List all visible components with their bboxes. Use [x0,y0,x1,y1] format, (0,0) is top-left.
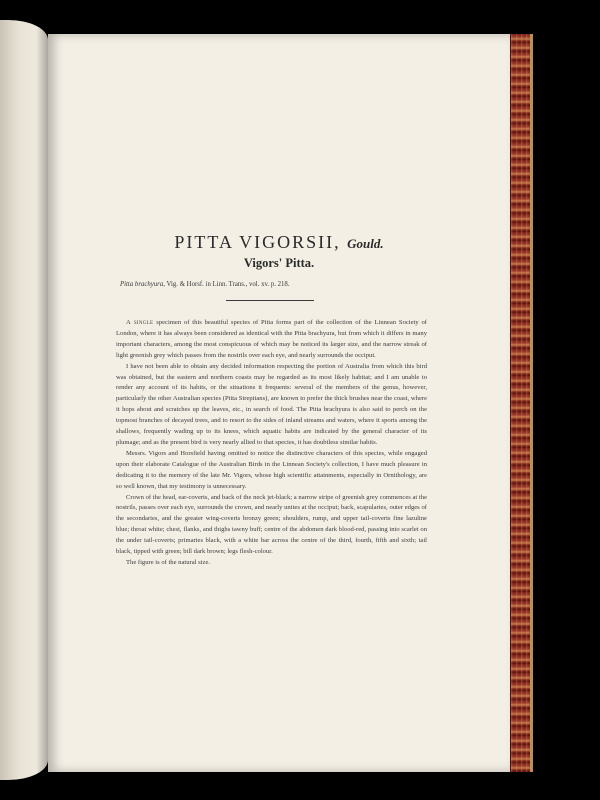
paragraph [116,318,427,362]
paragraph-text: Crown of the head, ear-coverts, and back of the neck jet-black; a narrow stripe of greenish grey commences at the nostrils, passes over each eye, surrounds the crown, and nearly unites at the occiput; back, scapularies, outer edges of the secondaries, and the greater wing-coverts bronzy green; shoulders, rump, and upper tail-coverts fine lazuline blue; throat white; chest, flanks, and thighs tawny buff; centre of the abdomen dark blood-red, passing into scarlet on the under tail-coverts; primaries black, with a white bar across the centre of the third, fourth, fifth and sixth; tail black, tipped with green; bill dark brown; legs flesh-colour. [116,493,427,556]
page-subtitle: Vigors' Pitta. [243,256,315,270]
synonym-citation: , Vig. & Horsf. in Linn. Trans., vol. xv. p. 218. [163,281,290,288]
paragraph-text: specimen of this beautiful species of Pitta forms part of the collection of the Linnean Society of London, where it has always been considered as identical with the Pitta brachyura, but from which it differs in many important characters, among the most conspicuous of which may be noticed its larger size, and the narrow streak of light greenish grey which passes from the nostrils over each eye, and nearly surrounds the occiput. [116,319,427,359]
paragraph [116,449,427,493]
gilt-edge [530,34,533,772]
paragraph-lead: A single [126,319,154,326]
paragraph-text: I have not been able to obtain any decided information respecting the portion of Australia from which this bird was obtained, but the eastern and northern coasts may be regarded as its most likely habitat; and I am unable to render any account of its habits, or the situations it frequents: several of the members of the genus, however, particularly the other Australian species (Pitta Strepitans), are known to prefer the thick brushes near the coast, where it hops about and scratches up the leaves, etc., in search of food. The Pitta brachyura is also said to perch on the topmost branches of decayed trees, and to resort to the sides of inland streams and waters, where it sports among the shallows, frequently wading up to its knees, which aquatic habits are indicated by the general character of its plumage; and as the present bird is very nearly allied to that species, it has doubtless similar habits. [116,362,427,446]
paragraph [116,362,427,449]
title-species: PITTA VIGORSII, [174,232,341,252]
paragraph [116,493,427,558]
marbled-edge [510,34,531,772]
paragraph-text: The figure is of the natural size. [126,558,211,566]
body-text [116,318,427,569]
synonym-species: Pitta brachyura [120,281,164,288]
paragraph-text: Messrs. Vigors and Horsfield having omitted to notice the distinctive characters of this species, while engaged upon their elaborate Catalogue of the Australian Birds in the Linnean Society's collection, I have much pleasure in dedicating it to the memory of the late Mr. Vigors, whose high scientific attainments, especially in Ornithology, are so well known, that my testimony is unnecessary. [116,449,427,490]
title-divider [226,300,314,301]
synonym-reference [120,281,420,288]
title-author: Gould. [347,236,384,251]
page-title [48,232,510,253]
paragraph [116,558,427,569]
